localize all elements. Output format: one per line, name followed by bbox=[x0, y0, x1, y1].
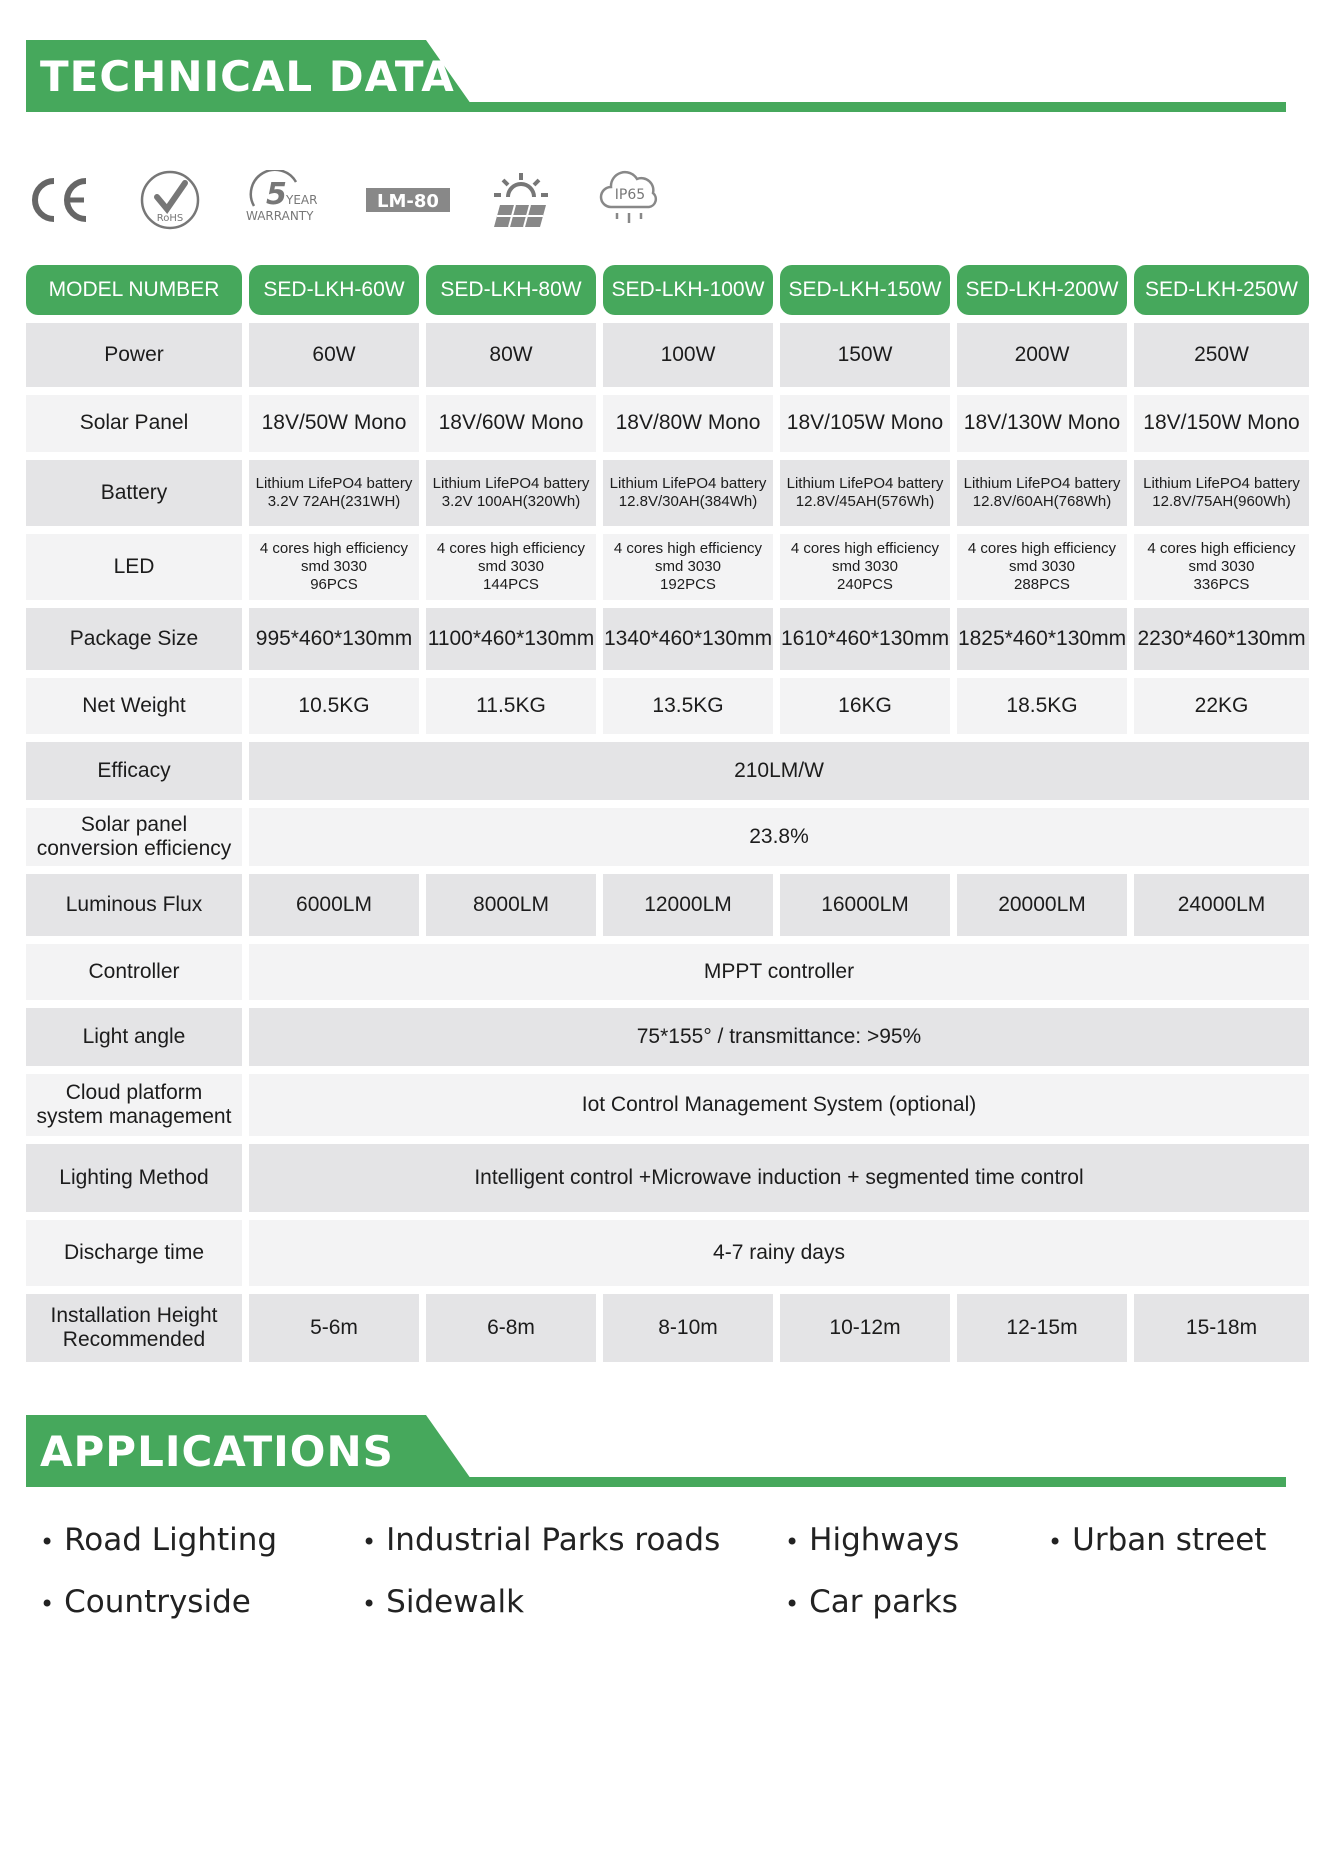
led-line1: 4 cores high efficiency bbox=[790, 540, 940, 557]
battery-type: Lithium LifePO4 battery bbox=[255, 475, 413, 492]
application-label: Industrial Parks roads bbox=[386, 1522, 721, 1558]
row-label-cloud-platform bbox=[26, 1074, 242, 1144]
battery-type: Lithium LifePO4 battery bbox=[786, 475, 944, 492]
list-item bbox=[40, 1522, 277, 1558]
bullet: • bbox=[1048, 1527, 1063, 1556]
header-model: SED-LKH-80W bbox=[426, 265, 596, 315]
row-label-solar-conversion bbox=[26, 808, 242, 874]
power-value: 250W bbox=[1134, 323, 1309, 395]
label-line1: Solar panel bbox=[80, 812, 188, 836]
led-value bbox=[957, 534, 1127, 608]
battery-spec: 3.2V 72AH(231WH) bbox=[267, 493, 401, 510]
power-value: 60W bbox=[249, 323, 419, 395]
package-size-value: 1100*460*130mm bbox=[426, 608, 596, 678]
battery-value bbox=[957, 460, 1127, 534]
header-model: SED-LKH-150W bbox=[780, 265, 950, 315]
package-size-value: 1610*460*130mm bbox=[780, 608, 950, 678]
net-weight-value: 18.5KG bbox=[957, 678, 1127, 742]
net-weight-value: 22KG bbox=[1134, 678, 1309, 742]
led-line1: 4 cores high efficiency bbox=[1147, 540, 1296, 557]
header-model: SED-LKH-100W bbox=[603, 265, 773, 315]
installation-height-value: 12-15m bbox=[957, 1294, 1127, 1362]
led-line2: smd 3030 bbox=[1188, 558, 1255, 575]
led-count: 192PCS bbox=[660, 576, 716, 593]
installation-height-value: 15-18m bbox=[1134, 1294, 1309, 1362]
package-size-value: 995*460*130mm bbox=[249, 608, 419, 678]
warranty-number: 5 bbox=[266, 177, 287, 212]
led-line1: 4 cores high efficiency bbox=[259, 540, 409, 557]
net-weight-value: 10.5KG bbox=[249, 678, 419, 742]
warranty-word: WARRANTY bbox=[246, 209, 314, 223]
list-item bbox=[362, 1584, 524, 1620]
row-label-package-size: Package Size bbox=[26, 608, 242, 678]
package-size-value: 1340*460*130mm bbox=[603, 608, 773, 678]
applications-header bbox=[26, 1415, 1286, 1487]
lm80-text: LM-80 bbox=[377, 191, 439, 212]
header-model-number: MODEL NUMBER bbox=[26, 265, 242, 315]
led-value bbox=[780, 534, 950, 608]
warranty-year: YEAR bbox=[286, 193, 318, 207]
led-value bbox=[249, 534, 419, 608]
battery-type: Lithium LifePO4 battery bbox=[1143, 475, 1300, 492]
application-label: Car parks bbox=[809, 1584, 958, 1620]
rohs-text: RoHS bbox=[156, 213, 184, 224]
led-line2: smd 3030 bbox=[655, 558, 721, 575]
row-label-led: LED bbox=[26, 534, 242, 608]
battery-spec: 12.8V/45AH(576Wh) bbox=[795, 493, 935, 510]
header-model: SED-LKH-60W bbox=[249, 265, 419, 315]
luminous-flux-value: 24000LM bbox=[1134, 874, 1309, 944]
rohs-icon bbox=[138, 165, 202, 235]
bullet: • bbox=[362, 1589, 377, 1618]
warranty-icon bbox=[244, 165, 328, 235]
battery-value bbox=[780, 460, 950, 534]
controller-value: MPPT controller bbox=[249, 944, 1309, 1008]
installation-height-value: 8-10m bbox=[603, 1294, 773, 1362]
led-value bbox=[426, 534, 596, 608]
battery-type: Lithium LifePO4 battery bbox=[963, 475, 1121, 492]
net-weight-value: 11.5KG bbox=[426, 678, 596, 742]
package-size-value: 1825*460*130mm bbox=[957, 608, 1127, 678]
row-label-luminous-flux: Luminous Flux bbox=[26, 874, 242, 944]
row-label-installation-height bbox=[26, 1294, 242, 1362]
bullet: • bbox=[785, 1527, 800, 1556]
battery-value bbox=[426, 460, 596, 534]
efficacy-value: 210LM/W bbox=[249, 742, 1309, 808]
luminous-flux-value: 12000LM bbox=[603, 874, 773, 944]
label-line2: system management bbox=[36, 1105, 232, 1128]
header-model: SED-LKH-250W bbox=[1134, 265, 1309, 315]
led-line2: smd 3030 bbox=[301, 558, 367, 575]
application-label: Countryside bbox=[64, 1584, 251, 1620]
list-item bbox=[785, 1522, 959, 1558]
led-count: 144PCS bbox=[483, 576, 539, 593]
power-value: 80W bbox=[426, 323, 596, 395]
luminous-flux-value: 6000LM bbox=[249, 874, 419, 944]
power-value: 200W bbox=[957, 323, 1127, 395]
cloud-platform-value: Iot Control Management System (optional) bbox=[249, 1074, 1309, 1144]
list-item bbox=[785, 1584, 958, 1620]
row-label-lighting-method: Lighting Method bbox=[26, 1144, 242, 1220]
row-label-battery: Battery bbox=[26, 460, 242, 534]
solar-panel-value: 18V/60W Mono bbox=[426, 395, 596, 460]
solar-panel-value: 18V/150W Mono bbox=[1134, 395, 1309, 460]
applications-list bbox=[40, 1522, 1280, 1662]
header-model: SED-LKH-200W bbox=[957, 265, 1127, 315]
battery-value bbox=[603, 460, 773, 534]
led-value bbox=[603, 534, 773, 608]
battery-value bbox=[1134, 460, 1309, 534]
bullet: • bbox=[785, 1589, 800, 1618]
label-line1: Installation Height bbox=[50, 1303, 218, 1327]
battery-spec: 12.8V/30AH(384Wh) bbox=[618, 493, 758, 510]
ip65-text: IP65 bbox=[614, 187, 646, 203]
led-count: 96PCS bbox=[310, 576, 358, 593]
package-size-value: 2230*460*130mm bbox=[1134, 608, 1309, 678]
luminous-flux-value: 20000LM bbox=[957, 874, 1127, 944]
technical-data-header bbox=[26, 40, 1286, 112]
certification-icons bbox=[26, 165, 666, 235]
led-count: 240PCS bbox=[837, 576, 893, 593]
led-line2: smd 3030 bbox=[478, 558, 544, 575]
row-label-controller: Controller bbox=[26, 944, 242, 1008]
discharge-time-value: 4-7 rainy days bbox=[249, 1220, 1309, 1294]
battery-spec: 12.8V/75AH(960Wh) bbox=[1152, 493, 1291, 510]
row-label-solar-panel: Solar Panel bbox=[26, 395, 242, 460]
installation-height-value: 10-12m bbox=[780, 1294, 950, 1362]
row-label-light-angle: Light angle bbox=[26, 1008, 242, 1074]
battery-spec: 3.2V 100AH(320Wh) bbox=[441, 493, 581, 510]
light-angle-value: 75*155° / transmittance: >95% bbox=[249, 1008, 1309, 1074]
net-weight-value: 13.5KG bbox=[603, 678, 773, 742]
application-label: Highways bbox=[809, 1522, 960, 1558]
section-title: APPLICATIONS bbox=[40, 1427, 394, 1476]
led-line2: smd 3030 bbox=[832, 558, 898, 575]
list-item bbox=[1048, 1522, 1266, 1558]
solar-panel-value: 18V/80W Mono bbox=[603, 395, 773, 460]
label-line2: Recommended bbox=[62, 1328, 206, 1351]
battery-type: Lithium LifePO4 battery bbox=[609, 475, 767, 492]
luminous-flux-value: 8000LM bbox=[426, 874, 596, 944]
lighting-method-value: Intelligent control +Microwave induction + segmented time control bbox=[249, 1144, 1309, 1220]
installation-height-value: 6-8m bbox=[426, 1294, 596, 1362]
solar-sun-icon bbox=[488, 165, 554, 235]
solar-panel-value: 18V/50W Mono bbox=[249, 395, 419, 460]
led-line1: 4 cores high efficiency bbox=[613, 540, 763, 557]
label-line2: conversion efficiency bbox=[36, 837, 232, 860]
list-item bbox=[40, 1584, 251, 1620]
spec-table bbox=[26, 265, 1309, 1362]
net-weight-value: 16KG bbox=[780, 678, 950, 742]
installation-height-value: 5-6m bbox=[249, 1294, 419, 1362]
row-label-efficacy: Efficacy bbox=[26, 742, 242, 808]
bullet: • bbox=[40, 1589, 55, 1618]
application-label: Urban street bbox=[1072, 1522, 1267, 1558]
bullet: • bbox=[362, 1527, 377, 1556]
led-value bbox=[1134, 534, 1309, 608]
solar-conversion-value: 23.8% bbox=[249, 808, 1309, 874]
label-line1: Cloud platform bbox=[65, 1080, 203, 1104]
application-label: Road Lighting bbox=[64, 1522, 278, 1558]
lm80-icon bbox=[366, 165, 450, 235]
led-line2: smd 3030 bbox=[1009, 558, 1075, 575]
row-label-discharge-time: Discharge time bbox=[26, 1220, 242, 1294]
ce-mark-icon bbox=[26, 165, 92, 235]
solar-panel-value: 18V/105W Mono bbox=[780, 395, 950, 460]
row-label-net-weight: Net Weight bbox=[26, 678, 242, 742]
row-label-power: Power bbox=[26, 323, 242, 395]
section-title: TECHNICAL DATA bbox=[40, 52, 455, 101]
ip65-cloud-icon bbox=[596, 165, 662, 235]
power-value: 100W bbox=[603, 323, 773, 395]
solar-panel-value: 18V/130W Mono bbox=[957, 395, 1127, 460]
power-value: 150W bbox=[780, 323, 950, 395]
led-count: 288PCS bbox=[1014, 576, 1070, 593]
battery-spec: 12.8V/60AH(768Wh) bbox=[972, 493, 1112, 510]
application-label: Sidewalk bbox=[386, 1584, 525, 1620]
luminous-flux-value: 16000LM bbox=[780, 874, 950, 944]
led-count: 336PCS bbox=[1193, 576, 1250, 593]
led-line1: 4 cores high efficiency bbox=[436, 540, 586, 557]
battery-value bbox=[249, 460, 419, 534]
list-item bbox=[362, 1522, 720, 1558]
led-line1: 4 cores high efficiency bbox=[967, 540, 1117, 557]
battery-type: Lithium LifePO4 battery bbox=[432, 475, 590, 492]
bullet: • bbox=[40, 1527, 55, 1556]
